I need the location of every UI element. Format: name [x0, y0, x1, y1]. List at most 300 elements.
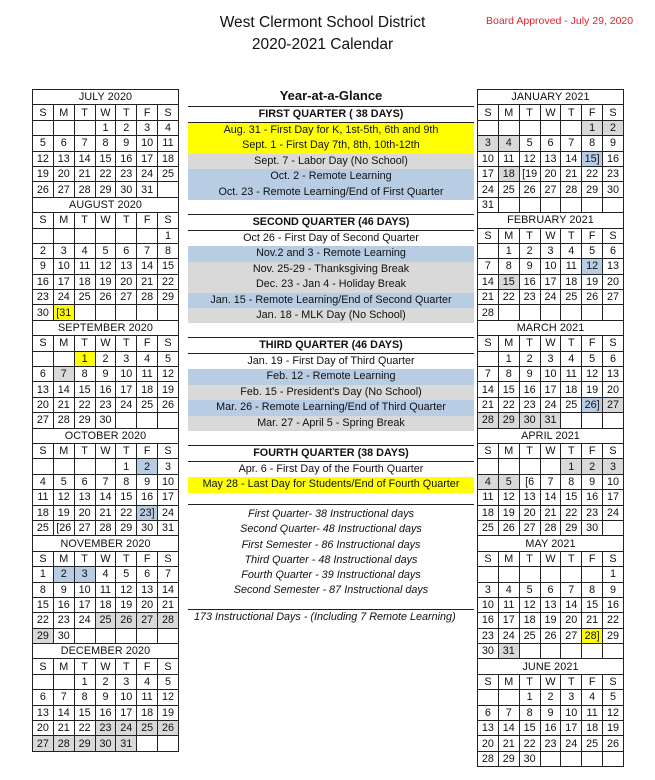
day-cell — [561, 567, 582, 582]
weekday-label: T — [561, 228, 582, 243]
day-cell: 7 — [561, 136, 582, 151]
day-cell: 15 — [498, 382, 519, 397]
day-cell — [603, 305, 624, 320]
day-cell — [33, 228, 54, 243]
month-header: OCTOBER 2020 — [33, 428, 179, 443]
day-cell: 11 — [137, 690, 158, 705]
weekday-label: T — [74, 659, 95, 674]
day-cell: 7 — [498, 705, 519, 720]
day-cell: 28 — [137, 290, 158, 305]
day-cell: 29 — [74, 736, 95, 751]
weekday-label: T — [519, 551, 540, 566]
day-cell — [540, 644, 561, 659]
day-cell — [561, 751, 582, 766]
day-cell: 13 — [478, 721, 499, 736]
quarter-header: THIRD QUARTER (46 DAYS) — [188, 337, 474, 354]
day-cell: 27 — [74, 520, 95, 535]
weekday-label: W — [540, 443, 561, 458]
day-cell: 7 — [561, 582, 582, 597]
day-cell: 5 — [95, 243, 116, 258]
day-cell: 15 — [95, 151, 116, 166]
day-cell: 28 — [158, 613, 179, 628]
day-cell: 8 — [561, 474, 582, 489]
day-cell: 19 — [582, 382, 603, 397]
day-cell: 27 — [519, 520, 540, 535]
day-cell — [478, 351, 499, 366]
day-cell: 8 — [74, 690, 95, 705]
day-cell: 6 — [116, 243, 137, 258]
event-row: Feb. 15 - President's Day (No School) — [188, 385, 474, 400]
day-cell: 23 — [540, 736, 561, 751]
month-header: JUNE 2021 — [478, 659, 624, 674]
district-title: West Clermont School District — [219, 14, 426, 31]
day-cell: 17 — [561, 721, 582, 736]
weekday-label: T — [74, 551, 95, 566]
weekday-label: F — [582, 336, 603, 351]
day-cell: 11 — [561, 259, 582, 274]
day-cell — [561, 197, 582, 212]
day-cell: 23] — [137, 505, 158, 520]
month-header: NOVEMBER 2020 — [33, 536, 179, 551]
day-cell — [116, 228, 137, 243]
month-header: SEPTEMBER 2020 — [33, 320, 179, 335]
right-calendar-column — [477, 89, 624, 767]
week-row — [33, 690, 179, 705]
day-cell: 4 — [498, 136, 519, 151]
weekday-label: F — [137, 443, 158, 458]
week-row — [478, 751, 624, 766]
weekday-label: T — [519, 228, 540, 243]
day-cell: 27 — [53, 182, 74, 197]
day-cell: 12 — [158, 690, 179, 705]
day-cell: 12 — [116, 582, 137, 597]
weekday-label: F — [582, 674, 603, 689]
month-header: APRIL 2021 — [478, 428, 624, 443]
day-cell: 9 — [582, 474, 603, 489]
event-row: Sept. 7 - Labor Day (No School) — [188, 154, 474, 169]
day-cell — [53, 120, 74, 135]
day-cell — [74, 459, 95, 474]
day-cell: 23 — [95, 721, 116, 736]
weekday-label: S — [33, 659, 54, 674]
day-cell: 22 — [498, 397, 519, 412]
week-row — [33, 166, 179, 181]
day-cell: 15 — [33, 597, 54, 612]
day-cell — [74, 228, 95, 243]
day-cell: 14 — [158, 582, 179, 597]
day-cell: 2 — [603, 120, 624, 135]
day-cell: 23 — [519, 397, 540, 412]
event-row: Nov. 25-29 - Thanksgiving Break — [188, 262, 474, 277]
day-cell: 8 — [33, 582, 54, 597]
event-row: Dec. 23 - Jan 4 - Holiday Break — [188, 277, 474, 292]
day-cell: 6 — [33, 690, 54, 705]
day-cell: 11 — [158, 136, 179, 151]
day-cell: 13 — [519, 490, 540, 505]
week-row — [478, 259, 624, 274]
month-header: FEBRUARY 2021 — [478, 213, 624, 228]
weekday-label: S — [158, 213, 179, 228]
day-cell: 9 — [137, 474, 158, 489]
event-row: Jan. 19 - First Day of Third Quarter — [247, 355, 415, 367]
event-row: Mar. 26 - Remote Learning/End of Third Quarter — [188, 400, 474, 415]
day-cell — [74, 305, 95, 320]
day-cell: 21 — [478, 290, 499, 305]
day-cell: 12 — [582, 367, 603, 382]
day-cell: 13 — [540, 597, 561, 612]
day-cell: 2 — [33, 243, 54, 258]
day-cell: 2 — [519, 351, 540, 366]
day-cell: 19 — [582, 274, 603, 289]
weekday-label: T — [519, 674, 540, 689]
day-cell: 26 — [33, 182, 54, 197]
day-cell: 25 — [95, 613, 116, 628]
day-cell: 29 — [498, 413, 519, 428]
day-cell: 11 — [478, 490, 499, 505]
day-cell: 9 — [603, 582, 624, 597]
day-cell: 19 — [498, 505, 519, 520]
calendar-title: 2020-2021 Calendar — [251, 36, 394, 53]
day-cell: 20 — [540, 166, 561, 181]
day-cell: 7 — [53, 367, 74, 382]
day-cell: 24 — [561, 736, 582, 751]
day-cell: 25 — [582, 736, 603, 751]
day-cell: 22 — [582, 166, 603, 181]
day-cell: 12 — [53, 490, 74, 505]
day-cell: 22 — [498, 290, 519, 305]
day-cell: 17 — [158, 490, 179, 505]
day-cell: 19 — [33, 166, 54, 181]
day-cell — [498, 120, 519, 135]
day-cell: 19 — [116, 597, 137, 612]
day-cell: 23 — [603, 166, 624, 181]
weekday-label: S — [478, 443, 499, 458]
weekday-label: F — [137, 105, 158, 120]
weekday-label: S — [158, 443, 179, 458]
event-row: Oct. 2 - Remote Learning — [188, 169, 474, 184]
day-cell: 14 — [53, 382, 74, 397]
day-cell: 2 — [582, 459, 603, 474]
event-row: Feb. 12 - Remote Learning — [188, 369, 474, 384]
day-cell: 12 — [603, 705, 624, 720]
week-row — [33, 705, 179, 720]
day-cell: 2 — [137, 459, 158, 474]
month-header: MAY 2021 — [478, 536, 624, 551]
day-cell: 14 — [561, 151, 582, 166]
day-cell: 6 — [33, 367, 54, 382]
day-cell: 25 — [137, 397, 158, 412]
day-cell: 22 — [158, 274, 179, 289]
weekday-label: F — [137, 213, 158, 228]
day-cell — [540, 459, 561, 474]
day-cell: [6 — [519, 474, 540, 489]
weekday-label: W — [540, 551, 561, 566]
day-cell: 20 — [137, 597, 158, 612]
event-row: Jan. 18 - MLK Day (No School) — [188, 308, 474, 323]
weekday-label: W — [540, 336, 561, 351]
day-cell: 14 — [478, 382, 499, 397]
day-cell: 29 — [603, 628, 624, 643]
day-cell: 29 — [498, 751, 519, 766]
weekday-label: W — [540, 105, 561, 120]
day-cell: 31 — [540, 413, 561, 428]
day-cell: 12 — [158, 367, 179, 382]
day-cell: 27 — [603, 397, 624, 412]
day-cell: 1 — [74, 351, 95, 366]
day-cell — [137, 628, 158, 643]
week-row — [33, 274, 179, 289]
instructional-days-summary — [188, 504, 474, 599]
day-cell: 19 — [540, 613, 561, 628]
day-cell: 22 — [74, 721, 95, 736]
day-cell: 24 — [158, 505, 179, 520]
day-cell: 16 — [582, 490, 603, 505]
weekday-label: F — [137, 551, 158, 566]
day-cell: 15 — [561, 490, 582, 505]
day-cell: 30 — [116, 182, 137, 197]
summary-line: Third Quarter - 48 Instructional days — [244, 553, 418, 566]
day-cell: 21 — [478, 397, 499, 412]
event-row: Oct 26 - First Day of Second Quarter — [243, 232, 419, 244]
day-cell: 24 — [478, 182, 499, 197]
day-cell: 14 — [95, 490, 116, 505]
day-cell — [137, 228, 158, 243]
day-cell — [33, 674, 54, 689]
day-cell: 8 — [74, 367, 95, 382]
day-cell: 24 — [603, 505, 624, 520]
day-cell: 21 — [53, 721, 74, 736]
day-cell: 22 — [116, 505, 137, 520]
week-row — [33, 259, 179, 274]
first-quarter-section — [188, 106, 474, 200]
day-cell: 5 — [158, 351, 179, 366]
week-row — [33, 413, 179, 428]
day-cell: 1 — [582, 120, 603, 135]
day-cell — [519, 120, 540, 135]
month-header: JANUARY 2021 — [478, 90, 624, 105]
weekday-label: W — [540, 674, 561, 689]
day-cell — [561, 120, 582, 135]
week-row — [478, 567, 624, 582]
day-cell — [582, 751, 603, 766]
week-row — [478, 628, 624, 643]
day-cell: 14 — [137, 259, 158, 274]
day-cell: 25 — [561, 290, 582, 305]
day-cell: 20 — [478, 736, 499, 751]
day-cell: 16 — [95, 382, 116, 397]
day-cell: 21 — [158, 597, 179, 612]
day-cell: 13 — [137, 582, 158, 597]
day-cell — [498, 305, 519, 320]
day-cell: 29 — [33, 628, 54, 643]
day-cell — [561, 305, 582, 320]
day-cell: 23 — [116, 166, 137, 181]
day-cell: 26 — [158, 397, 179, 412]
week-row — [33, 721, 179, 736]
day-cell — [478, 243, 499, 258]
day-cell: 29 — [116, 520, 137, 535]
day-cell: 13 — [74, 490, 95, 505]
week-row — [478, 367, 624, 382]
day-cell: 17 — [116, 705, 137, 720]
day-cell: 19 — [603, 721, 624, 736]
day-cell: 11 — [95, 582, 116, 597]
day-cell: 28 — [540, 520, 561, 535]
week-row — [478, 382, 624, 397]
weekday-label: M — [53, 659, 74, 674]
weekday-label: M — [498, 551, 519, 566]
day-cell: 14 — [478, 274, 499, 289]
day-cell: 13 — [33, 382, 54, 397]
event-row: Nov.2 and 3 - Remote Learning — [188, 246, 474, 261]
day-cell: 1 — [74, 674, 95, 689]
day-cell: 15 — [74, 382, 95, 397]
day-cell: 4 — [498, 582, 519, 597]
day-cell: 30 — [582, 520, 603, 535]
day-cell — [95, 305, 116, 320]
day-cell — [519, 197, 540, 212]
week-row — [478, 721, 624, 736]
day-cell: 31 — [478, 197, 499, 212]
day-cell: 14 — [53, 705, 74, 720]
week-row — [33, 182, 179, 197]
weekday-label: S — [603, 551, 624, 566]
event-row: Apr. 6 - First Day of the Fourth Quarter — [238, 463, 424, 475]
day-cell: 11 — [74, 259, 95, 274]
day-cell: 10 — [53, 259, 74, 274]
day-cell — [540, 197, 561, 212]
weekday-label: T — [116, 551, 137, 566]
day-cell: 7 — [95, 474, 116, 489]
day-cell: 4 — [582, 690, 603, 705]
day-cell: 5 — [582, 351, 603, 366]
day-cell: 6 — [540, 582, 561, 597]
day-cell — [137, 413, 158, 428]
day-cell: 28 — [478, 305, 499, 320]
day-cell: 24 — [540, 290, 561, 305]
week-row — [33, 505, 179, 520]
summary-line: Second Quarter- 48 Instructional days — [240, 523, 422, 536]
day-cell — [540, 120, 561, 135]
week-row — [478, 736, 624, 751]
day-cell: 4 — [561, 243, 582, 258]
day-cell: 1 — [561, 459, 582, 474]
day-cell — [519, 567, 540, 582]
day-cell: 7 — [478, 259, 499, 274]
weekday-label: T — [74, 213, 95, 228]
weekday-label: T — [561, 105, 582, 120]
day-cell: 13 — [33, 705, 54, 720]
day-cell: 12 — [582, 259, 603, 274]
day-cell — [582, 413, 603, 428]
day-cell — [582, 305, 603, 320]
day-cell: 5 — [498, 474, 519, 489]
day-cell: 2 — [540, 690, 561, 705]
day-cell: 6 — [478, 705, 499, 720]
week-row — [478, 474, 624, 489]
day-cell — [498, 197, 519, 212]
week-row — [478, 505, 624, 520]
weekday-label: W — [95, 336, 116, 351]
day-cell: 27 — [603, 290, 624, 305]
day-cell: 5 — [603, 690, 624, 705]
weekday-label: M — [53, 551, 74, 566]
weekday-label: S — [158, 659, 179, 674]
weekday-label: M — [498, 105, 519, 120]
day-cell: 26 — [95, 290, 116, 305]
day-cell: 24 — [53, 290, 74, 305]
day-cell — [53, 351, 74, 366]
day-cell: 3 — [74, 567, 95, 582]
day-cell: 13 — [53, 151, 74, 166]
weekday-label: S — [158, 105, 179, 120]
weekday-label: T — [74, 105, 95, 120]
day-cell: 3 — [540, 243, 561, 258]
weekday-label: F — [582, 228, 603, 243]
day-cell: 18 — [137, 705, 158, 720]
event-row: Jan. 15 - Remote Learning/End of Second Quarter — [188, 293, 474, 308]
day-cell: 30 — [95, 413, 116, 428]
day-cell: 23 — [519, 290, 540, 305]
day-cell: 5 — [519, 136, 540, 151]
day-cell — [582, 644, 603, 659]
event-row: Aug. 31 - First Day for K, 1st-5th, 6th and 9th — [188, 123, 474, 138]
week-row — [33, 674, 179, 689]
week-row — [33, 228, 179, 243]
day-cell — [116, 628, 137, 643]
day-cell — [53, 459, 74, 474]
day-cell: 10 — [74, 582, 95, 597]
day-cell: 10 — [116, 690, 137, 705]
day-cell: 29 — [95, 182, 116, 197]
day-cell: 20 — [33, 721, 54, 736]
day-cell: 18 — [498, 166, 519, 181]
weekday-label: T — [116, 336, 137, 351]
day-cell — [116, 305, 137, 320]
day-cell: 17 — [540, 382, 561, 397]
day-cell — [33, 459, 54, 474]
day-cell: 20 — [603, 274, 624, 289]
day-cell: 5 — [33, 136, 54, 151]
day-cell: 28 — [478, 413, 499, 428]
day-cell — [158, 628, 179, 643]
day-cell: 26 — [603, 736, 624, 751]
day-cell: 1 — [95, 120, 116, 135]
day-cell: 30 — [33, 305, 54, 320]
weekday-label: T — [561, 551, 582, 566]
day-cell — [519, 459, 540, 474]
day-cell: 21 — [74, 166, 95, 181]
day-cell: 24 — [116, 721, 137, 736]
day-cell: 17 — [74, 597, 95, 612]
day-cell: 23 — [95, 397, 116, 412]
day-cell: 17 — [116, 382, 137, 397]
day-cell: 6 — [137, 567, 158, 582]
day-cell: 26 — [519, 182, 540, 197]
day-cell: 14 — [74, 151, 95, 166]
day-cell: 25 — [519, 628, 540, 643]
day-cell — [478, 567, 499, 582]
week-row — [478, 705, 624, 720]
weekday-label: F — [582, 551, 603, 566]
quarter-header: FOURTH QUARTER (38 DAYS) — [188, 445, 474, 462]
day-cell — [478, 690, 499, 705]
day-cell — [53, 228, 74, 243]
day-cell: 4 — [137, 674, 158, 689]
day-cell: 12 — [498, 490, 519, 505]
day-cell: 29 — [74, 413, 95, 428]
day-cell: 5 — [116, 567, 137, 582]
